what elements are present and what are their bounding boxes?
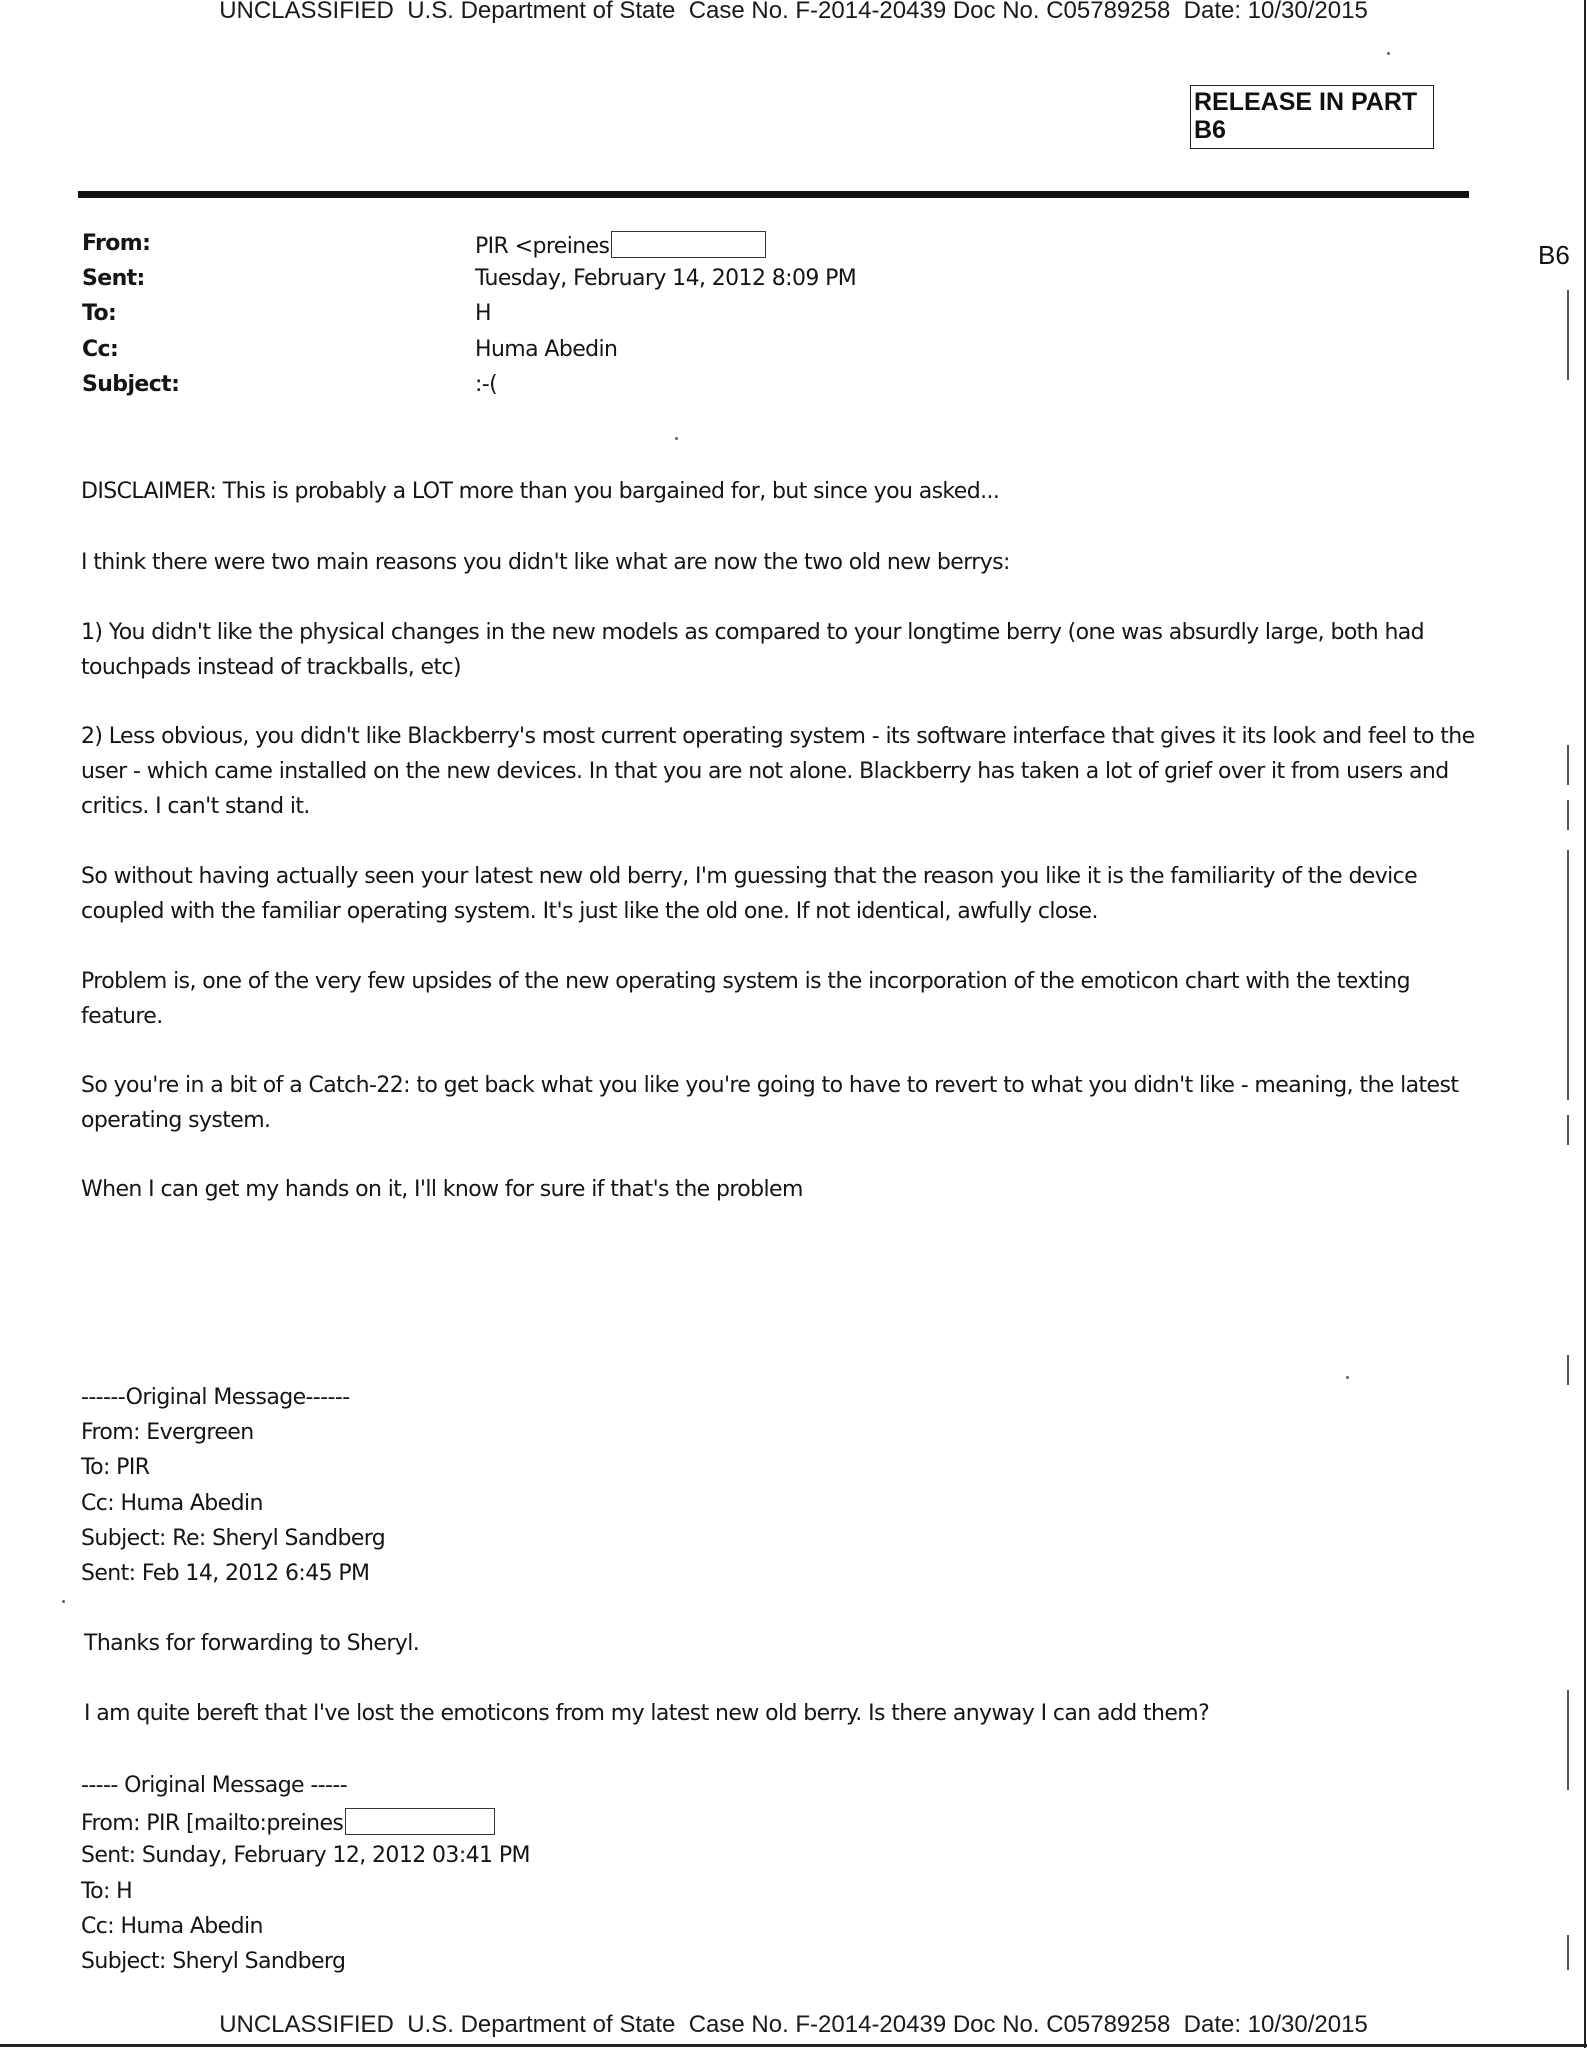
- scan-speck: [1346, 1376, 1349, 1379]
- subject-label: Subject:: [82, 372, 180, 397]
- orig2-from: [81, 1808, 495, 1836]
- margin-exemption-code: B6: [1538, 240, 1570, 270]
- scan-margin-mark: [1567, 800, 1569, 830]
- classification-banner-top: UNCLASSIFIED U.S. Department of State Case No. F-2014-20439 Doc No. C05789258 Date: 10/30/2015: [219, 0, 1368, 24]
- sent-value: Tuesday, February 14, 2012 8:09 PM: [475, 266, 857, 291]
- classification-banner-bottom: UNCLASSIFIED U.S. Department of State Case No. F-2014-20439 Doc No. C05789258 Date: 10/30/2015: [219, 2011, 1368, 2038]
- cc-value: Huma Abedin: [475, 337, 618, 362]
- cc-label: Cc:: [82, 337, 119, 362]
- scan-edge-bottom: [0, 2044, 1587, 2047]
- orig2-sent: Sent: Sunday, February 12, 2012 03:41 PM: [81, 1843, 530, 1868]
- header-rule: [78, 191, 1469, 198]
- orig1-paragraph-emoticons: I am quite bereft that I've lost the emoticons from my latest new old berry. Is there anyway I can add them?: [84, 1701, 1210, 1726]
- body-paragraph-point2: 2) Less obvious, you didn't like Blackberry's most current operating system - its software interface that gives it its look and feel to the user - which came installed on the new devices. In that you are not alone. Blackberry has taken a lot of grief over it from users and critics. I can't stand it.: [81, 724, 1475, 819]
- body-paragraph-disclaimer: DISCLAIMER: This is probably a LOT more than you bargained for, but since you asked...: [81, 479, 1000, 504]
- orig1-sent: Sent: Feb 14, 2012 6:45 PM: [81, 1561, 370, 1586]
- scan-speck: [1387, 52, 1390, 55]
- release-stamp: [1190, 85, 1434, 149]
- to-label: To:: [82, 301, 117, 326]
- body-paragraph-problem: Problem is, one of the very few upsides of the new operating system is the incorporation of the emoticon chart with the texting feature.: [81, 969, 1411, 1029]
- orig2-to: To: H: [81, 1879, 133, 1904]
- scan-margin-mark: [1567, 850, 1569, 1100]
- orig1-from: From: Evergreen: [81, 1420, 254, 1445]
- scan-speck: [62, 1600, 65, 1603]
- body-paragraph-guess: So without having actually seen your latest new old berry, I'm guessing that the reason you like it is the familiarity of the device coupled with the familiar operating system. It's just like the old one. If not identical, awfully close.: [81, 864, 1418, 924]
- orig1-cc: Cc: Huma Abedin: [81, 1491, 263, 1516]
- orig1-paragraph-thanks: Thanks for forwarding to Sheryl.: [84, 1631, 420, 1656]
- redaction-box: [611, 231, 766, 258]
- orig2-subject: Subject: Sheryl Sandberg: [81, 1949, 346, 1974]
- redaction-box: [345, 1808, 495, 1835]
- body-paragraph-point1: 1) You didn't like the physical changes in the new models as compared to your longtime berry (one was absurdly large, both had touchpads instead of trackballs, etc): [81, 620, 1425, 680]
- release-stamp-line1: RELEASE IN PART: [1194, 88, 1418, 116]
- scan-margin-mark: [1567, 1935, 1569, 1970]
- scan-edge-right: [1584, 0, 1586, 2048]
- scan-margin-mark: [1567, 1355, 1569, 1385]
- subject-value: :-(: [475, 372, 498, 397]
- scan-margin-mark: [1567, 745, 1569, 785]
- body-paragraph-reasons: I think there were two main reasons you didn't like what are now the two old new berrys:: [81, 550, 1010, 575]
- scan-margin-mark: [1567, 1690, 1569, 1790]
- body-paragraph-catch22: So you're in a bit of a Catch-22: to get back what you like you're going to have to revert to what you didn't like - meaning, the latest operating system.: [81, 1073, 1459, 1133]
- orig2-from-text: From: PIR [mailto:preines: [81, 1811, 344, 1836]
- from-label: From:: [82, 231, 151, 256]
- orig1-heading: ------Original Message------: [81, 1385, 350, 1410]
- from-value: [475, 231, 766, 259]
- body-paragraph-closing: When I can get my hands on it, I'll know for sure if that's the problem: [81, 1177, 803, 1202]
- scan-margin-mark: [1567, 1115, 1569, 1145]
- orig2-heading: ----- Original Message -----: [81, 1773, 348, 1798]
- to-value: H: [475, 301, 491, 326]
- orig1-subject: Subject: Re: Sheryl Sandberg: [81, 1526, 386, 1551]
- release-stamp-line2: B6: [1194, 116, 1226, 144]
- from-address: PIR <preines: [475, 234, 610, 259]
- sent-label: Sent:: [82, 266, 145, 291]
- scan-speck: [675, 437, 678, 440]
- orig1-to: To: PIR: [81, 1455, 150, 1480]
- scan-margin-mark: [1567, 290, 1569, 380]
- orig2-cc: Cc: Huma Abedin: [81, 1914, 263, 1939]
